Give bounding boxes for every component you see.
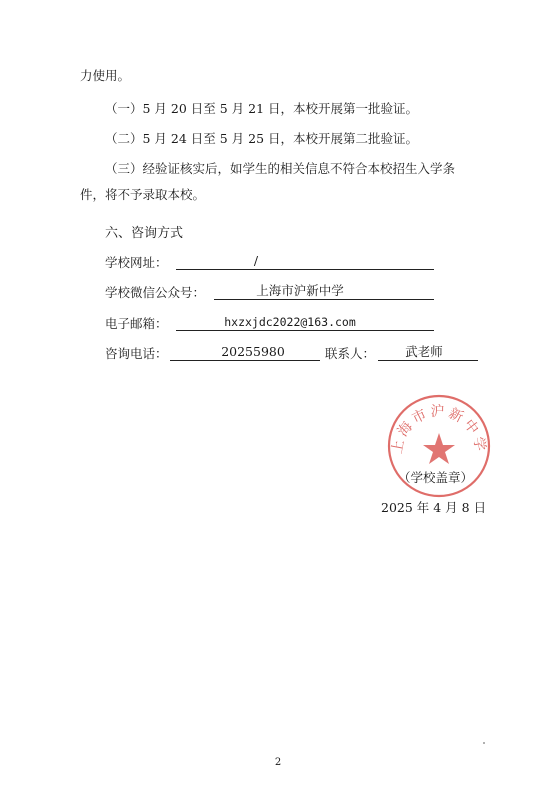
contact-person-field (378, 344, 478, 361)
body-line-2: （一）5 月 20 日至 5 月 21 日，本校开展第一批验证。 (105, 101, 419, 116)
contact-person-label: 联系人： (325, 346, 376, 361)
body-line-3: （二）5 月 24 日至 5 月 25 日，本校开展第二批验证。 (105, 131, 419, 146)
svg-text:上海市沪新中学: 上海市沪新中学 (389, 404, 489, 456)
phone-value: 20255980 (221, 344, 285, 359)
wechat-field (214, 283, 434, 300)
phone-label: 咨询电话： (105, 346, 168, 361)
body-line-5: 件，将不予录取本校。 (80, 187, 206, 202)
website-field (176, 253, 434, 270)
signature-date: 2025 年 4 月 8 日 (381, 500, 487, 515)
body-line-1: 力使用。 (80, 68, 131, 83)
stamp-note: （学校盖章） (398, 470, 474, 485)
email-value: hxzxjdc2022@163.com (224, 315, 356, 329)
scan-speck (483, 742, 485, 744)
website-value: / (253, 253, 259, 268)
contact-person-value: 武老师 (405, 344, 443, 359)
email-label: 电子邮箱： (105, 316, 168, 331)
phone-field (170, 344, 320, 361)
email-field (176, 314, 434, 331)
wechat-label: 学校微信公众号： (105, 285, 206, 300)
website-label: 学校网址： (105, 255, 168, 270)
page-number: 2 (274, 757, 282, 768)
body-line-4: （三）经验证核实后，如学生的相关信息不符合本校招生入学条 (105, 161, 456, 176)
wechat-value: 上海市沪新中学 (256, 283, 344, 298)
seal-star-icon (423, 433, 455, 464)
section-title: 六、咨询方式 (105, 226, 184, 241)
